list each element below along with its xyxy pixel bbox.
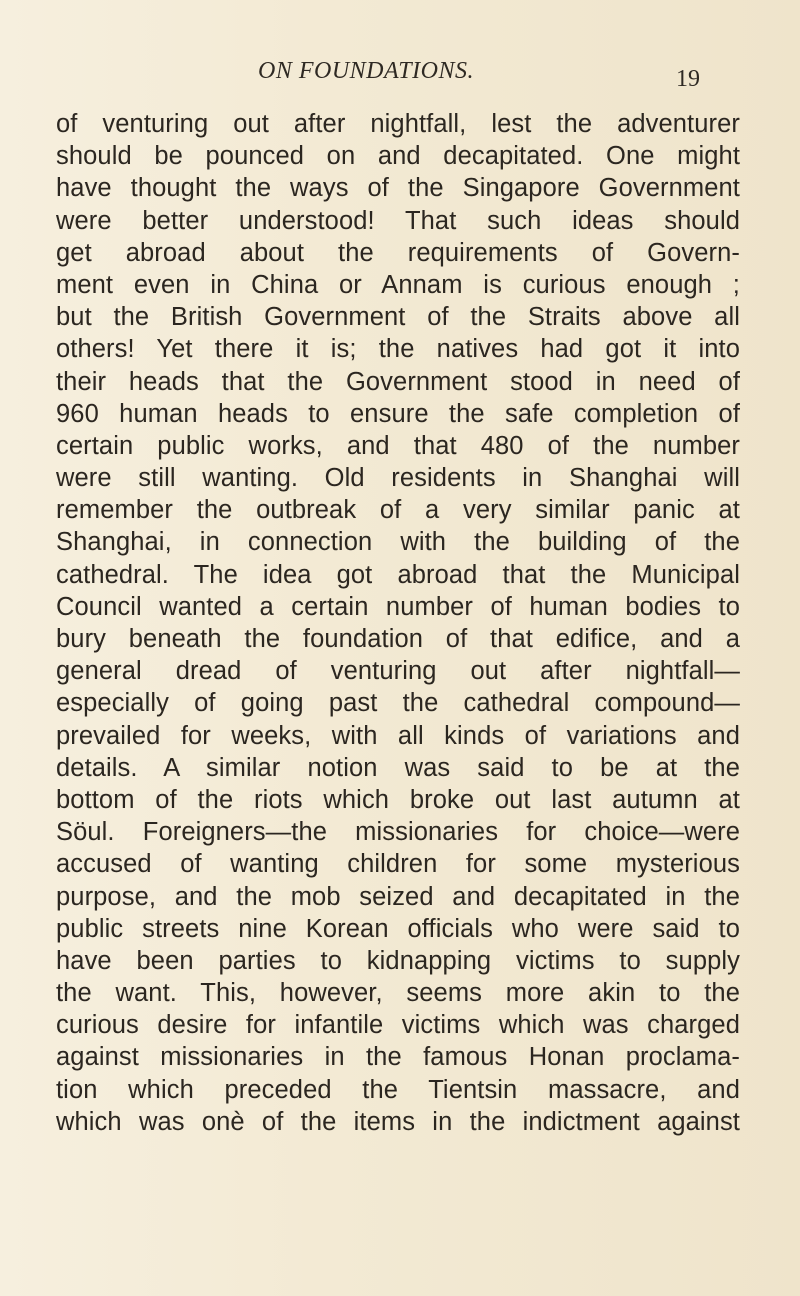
text-line: get abroad about the requirements of Govern- bbox=[56, 238, 740, 267]
page-header bbox=[0, 58, 800, 98]
body-text bbox=[56, 108, 740, 1138]
text-line: others! Yet there it is; the natives had got it into bbox=[56, 335, 740, 364]
text-line: have thought the ways of the Singapore Government bbox=[56, 174, 740, 203]
text-line: 960 human heads to ensure the safe completion of bbox=[56, 399, 740, 428]
text-line: their heads that the Government stood in need of bbox=[56, 367, 740, 396]
text-line: have been parties to kidnapping victims to supply bbox=[56, 946, 740, 975]
text-line: remember the outbreak of a very similar panic at bbox=[56, 496, 740, 525]
text-line: were still wanting. Old residents in Shanghai will bbox=[56, 464, 740, 493]
text-line: but the British Government of the Straits above all bbox=[56, 303, 740, 332]
text-line: details. A similar notion was said to be at the bbox=[56, 753, 740, 782]
text-line: public streets nine Korean officials who were said to bbox=[56, 914, 740, 943]
text-line: of venturing out after nightfall, lest the adventurer bbox=[56, 110, 740, 138]
text-line: tion which preceded the Tientsin massacre, and bbox=[56, 1075, 740, 1104]
text-line: against missionaries in the famous Honan proclama- bbox=[56, 1043, 740, 1072]
text-line: Söul. Foreigners—the missionaries for choice—were bbox=[56, 818, 740, 847]
text-line: general dread of venturing out after nightfall— bbox=[56, 657, 740, 686]
text-line: certain public works, and that 480 of the number bbox=[56, 431, 740, 460]
text-line: were better understood! That such ideas should bbox=[56, 206, 740, 235]
text-line: bottom of the riots which broke out last autumn at bbox=[56, 785, 740, 814]
text-line: which was onè of the items in the indictment against bbox=[56, 1107, 740, 1136]
text-line: Council wanted a certain number of human bodies to bbox=[56, 592, 740, 621]
text-line: Shanghai, in connection with the building of the bbox=[56, 528, 740, 557]
text-line: cathedral. The idea got abroad that the Municipal bbox=[56, 560, 740, 589]
text-line: purpose, and the mob seized and decapitated in the bbox=[56, 882, 740, 911]
text-line: especially of going past the cathedral compound— bbox=[56, 689, 740, 718]
running-title: ON FOUNDATIONS. bbox=[258, 58, 474, 84]
text-line: the want. This, however, seems more akin to the bbox=[56, 979, 740, 1008]
text-line: ment even in China or Annam is curious enough ; bbox=[56, 270, 740, 299]
text-line: accused of wanting children for some mysterious bbox=[56, 850, 740, 879]
page-number: 19 bbox=[676, 66, 700, 92]
text-line: bury beneath the foundation of that edifice, and a bbox=[56, 625, 740, 653]
text-line: curious desire for infantile victims which was charged bbox=[56, 1011, 740, 1040]
text-line: should be pounced on and decapitated. One might bbox=[56, 142, 740, 171]
text-line: prevailed for weeks, with all kinds of variations and bbox=[56, 721, 740, 750]
